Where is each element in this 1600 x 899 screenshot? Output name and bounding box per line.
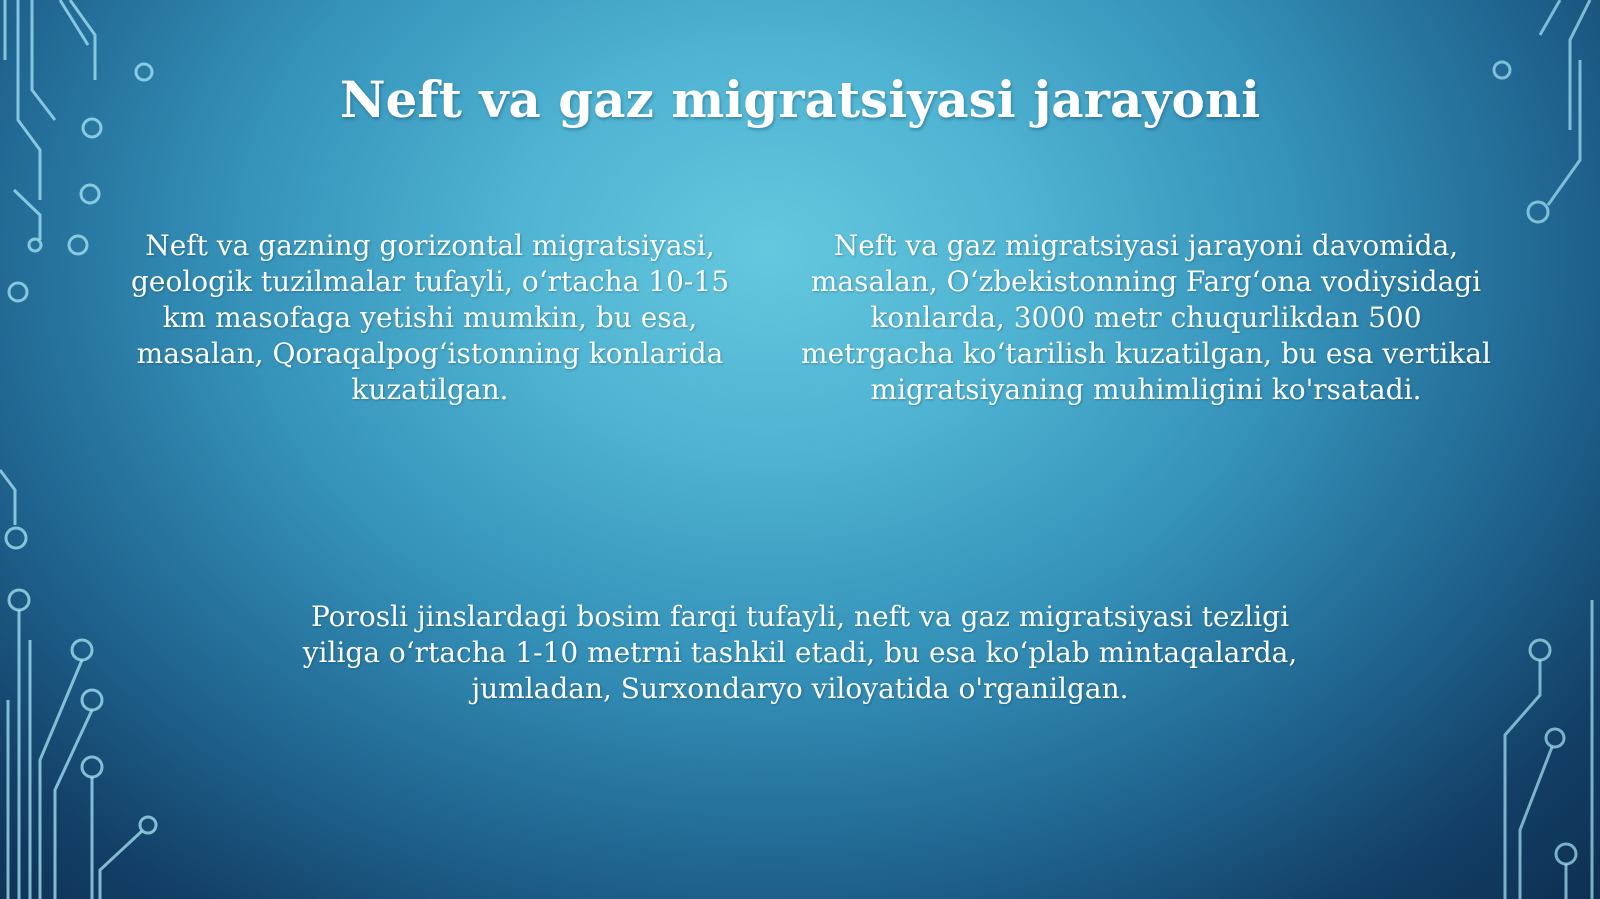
- paragraph-migration-speed: Porosli jinslardagi bosim farqi tufayli, neft va gaz migratsiyasi tezligi yiliga oʻrtacha 1-10 metrni tashkil etadi, bu esa koʻplab mintaqalarda, jumladan, Surxondaryo viloyatida o'rganilgan.: [302, 600, 1298, 705]
- paragraph-horizontal-migration: Neft va gazning gorizontal migratsiyasi, geologik tuzilmalar tufayli, oʻrtacha 10-15 km masofaga yetishi mumkin, bu esa, masalan, Qoraqalpogʻistonning konlarida kuzatilgan.: [130, 229, 730, 406]
- paragraph-vertical-migration: Neft va gaz migratsiyasi jarayoni davomida, masalan, Oʻzbekistonning Fargʻona vodiysidagi konlarda, 3000 metr chuqurlikdan 500 metrgacha koʻtarilish kuzatilgan, bu esa vertikal migratsiyaning muhimligini ko'rsatadi.: [801, 229, 1491, 406]
- slide-title: Neft va gaz migratsiyasi jarayoni: [339, 70, 1261, 129]
